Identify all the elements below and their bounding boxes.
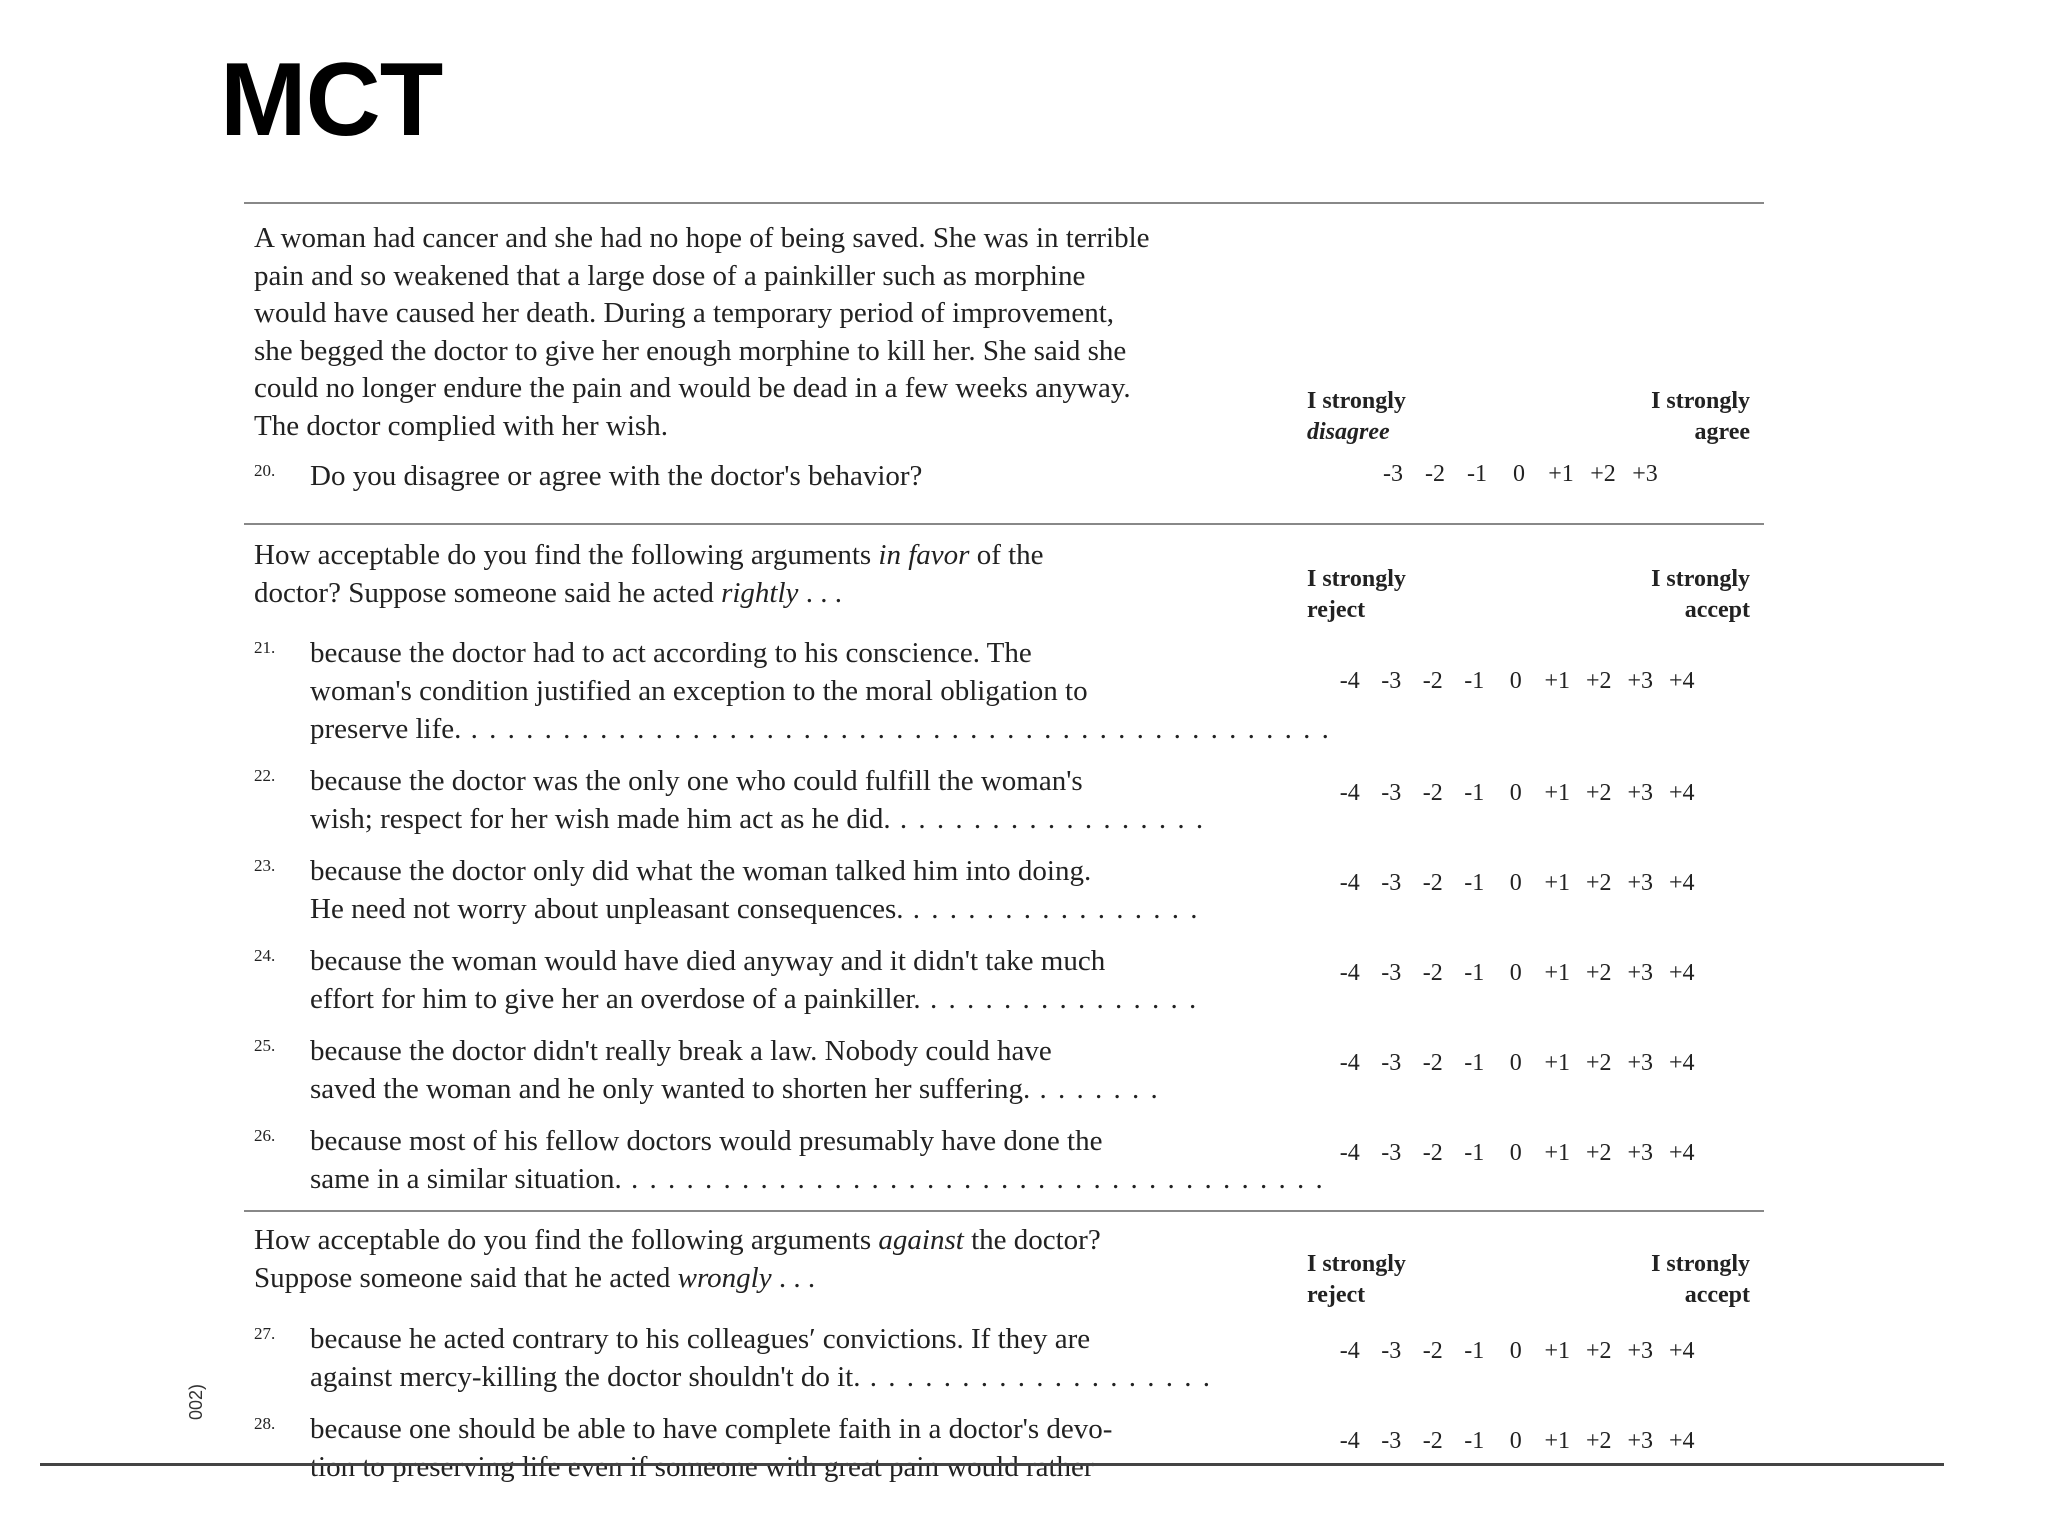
scale-option[interactable]: +2 bbox=[1585, 1428, 1612, 1454]
scenario-line: pain and so weakened that a large dose of a painkiller such as morphine bbox=[254, 259, 1086, 292]
scale-option[interactable]: +3 bbox=[1627, 1428, 1654, 1454]
argument-line: because most of his fellow doctors would presumably have done the bbox=[310, 1125, 1103, 1157]
argument-line: tion to preserving life even if someone with great pain would rather bbox=[310, 1451, 1094, 1483]
scale-option[interactable]: -1 bbox=[1464, 1140, 1485, 1166]
scale-option[interactable]: -3 bbox=[1381, 870, 1402, 896]
scale-option[interactable]: 0 bbox=[1509, 1050, 1522, 1076]
scale-option[interactable]: +1 bbox=[1544, 1140, 1571, 1166]
scale-option[interactable]: +2 bbox=[1585, 1140, 1612, 1166]
item-number: 24. bbox=[254, 946, 276, 965]
against-intro-line2: Suppose someone said that he acted wrongly . . . bbox=[254, 1261, 816, 1294]
scenario-line: would have caused her death. During a temporary period of improvement, bbox=[254, 297, 1115, 329]
favor-intro bbox=[254, 537, 1274, 612]
scale-option[interactable]: +1 bbox=[1544, 870, 1571, 896]
item-number: 26. bbox=[254, 1126, 276, 1145]
favor-intro-line1: How acceptable do you find the following arguments in favor of the bbox=[254, 539, 1044, 571]
scale-option[interactable]: +2 bbox=[1585, 780, 1612, 806]
argument-line: because one should be able to have complete faith in a doctor's devo- bbox=[310, 1413, 1113, 1445]
scale-option[interactable]: +4 bbox=[1668, 1140, 1695, 1166]
page-title: MCT bbox=[220, 42, 443, 158]
scale-option[interactable]: -1 bbox=[1464, 1050, 1485, 1076]
scale-option[interactable]: -2 bbox=[1425, 461, 1445, 487]
argument-line: because the doctor was the only one who could fulfill the woman's bbox=[310, 765, 1083, 797]
item-number: 28. bbox=[254, 1414, 276, 1433]
against-intro bbox=[254, 1222, 1274, 1297]
accept-scale[interactable] bbox=[1329, 870, 1703, 897]
scale-right-label: I strongly accept bbox=[1651, 1251, 1750, 1308]
scale-option[interactable]: -4 bbox=[1339, 1338, 1360, 1364]
scale-option[interactable]: +4 bbox=[1668, 960, 1695, 986]
scale-option[interactable]: -1 bbox=[1464, 780, 1485, 806]
item-number: 27. bbox=[254, 1324, 276, 1343]
scale-option[interactable]: -4 bbox=[1339, 1050, 1360, 1076]
questionnaire-sheet bbox=[244, 202, 1764, 1483]
scale-option[interactable]: +1 bbox=[1548, 461, 1574, 487]
scale-option[interactable]: +3 bbox=[1627, 780, 1654, 806]
leader-dots: . . . . . . . . . . . . . . . . . . . . . . . . . . . . . . . . . . . . . . bbox=[621, 1163, 1325, 1195]
argument-line: because the doctor had to act according to his conscience. The bbox=[310, 637, 1032, 669]
scale-option[interactable]: -2 bbox=[1422, 960, 1443, 986]
scale-option[interactable]: +3 bbox=[1627, 870, 1654, 896]
accept-scale[interactable] bbox=[1329, 1338, 1703, 1365]
scale-option[interactable]: -4 bbox=[1339, 960, 1360, 986]
scale-option[interactable]: -4 bbox=[1339, 1140, 1360, 1166]
scale-left-label: I strongly disagree bbox=[1307, 388, 1406, 445]
scale-option[interactable]: 0 bbox=[1513, 461, 1525, 487]
scale-option[interactable]: +1 bbox=[1544, 1338, 1571, 1364]
scale-option[interactable]: -2 bbox=[1422, 668, 1443, 694]
scale-right-label: I strongly accept bbox=[1651, 566, 1750, 623]
leader-dots: . . . . . . . . . . . . . . . . bbox=[903, 893, 1200, 925]
scale-option[interactable]: 0 bbox=[1509, 668, 1522, 694]
scale-option[interactable]: +2 bbox=[1585, 668, 1612, 694]
accept-scale[interactable] bbox=[1329, 668, 1703, 695]
leader-dots: . . . . . . . bbox=[1030, 1073, 1160, 1105]
favor-intro-line2: doctor? Suppose someone said he acted rightly . . . bbox=[254, 576, 842, 609]
accept-scale[interactable] bbox=[1329, 960, 1703, 987]
scale-option[interactable]: -1 bbox=[1464, 1428, 1485, 1454]
scale-option[interactable]: -2 bbox=[1422, 1050, 1443, 1076]
argument-line: woman's condition justified an exception to the moral obligation to bbox=[310, 675, 1088, 707]
argument-item bbox=[310, 1032, 1310, 1108]
accept-scale[interactable] bbox=[1329, 780, 1703, 807]
scale-option[interactable]: 0 bbox=[1509, 780, 1522, 806]
scenario-line: The doctor complied with her wish. bbox=[254, 409, 668, 442]
argument-line: wish; respect for her wish made him act as he did. . . . . . . . . . . . . . . . . . bbox=[310, 803, 1206, 835]
scale-option[interactable]: -1 bbox=[1464, 1338, 1485, 1364]
scenario-line: she begged the doctor to give her enough morphine to kill her. She said she bbox=[254, 334, 1127, 367]
scale-option[interactable]: 0 bbox=[1509, 1428, 1522, 1454]
scale-option[interactable]: +3 bbox=[1627, 1050, 1654, 1076]
scale-option[interactable]: -3 bbox=[1381, 1140, 1402, 1166]
scale-option[interactable]: -3 bbox=[1381, 960, 1402, 986]
divider bbox=[244, 523, 1764, 525]
scale-left-label: I strongly reject bbox=[1307, 1251, 1406, 1308]
scale-option[interactable]: -1 bbox=[1464, 960, 1485, 986]
scale-option[interactable]: +2 bbox=[1585, 1050, 1612, 1076]
scenario-text bbox=[254, 220, 1274, 445]
scale-option[interactable]: +3 bbox=[1632, 461, 1658, 487]
accept-scale[interactable] bbox=[1329, 1140, 1703, 1167]
scale-option[interactable]: -1 bbox=[1464, 870, 1485, 896]
scale-option[interactable]: +2 bbox=[1585, 870, 1612, 896]
argument-item bbox=[310, 1410, 1310, 1486]
scale-option[interactable]: -4 bbox=[1339, 870, 1360, 896]
argument-line: effort for him to give her an overdose of a painkiller. . . . . . . . . . . . . . . . bbox=[310, 983, 1199, 1015]
divider bbox=[244, 1210, 1764, 1212]
scale-option[interactable]: +4 bbox=[1668, 780, 1695, 806]
argument-line: saved the woman and he only wanted to shorten her suffering. . . . . . . . bbox=[310, 1073, 1160, 1105]
scale-right-label: I strongly agree bbox=[1651, 388, 1750, 445]
scenario-line: A woman had cancer and she had no hope of being saved. She was in terrible bbox=[254, 222, 1150, 254]
argument-line: He need not worry about unpleasant consequences. . . . . . . . . . . . . . . . . bbox=[310, 893, 1200, 925]
side-label: 002) bbox=[186, 1383, 206, 1420]
accept-scale[interactable] bbox=[1329, 1428, 1703, 1455]
argument-line: against mercy-killing the doctor shouldn't do it. . . . . . . . . . . . . . . . . . . . bbox=[310, 1361, 1212, 1393]
item-number: 20. bbox=[254, 461, 276, 480]
argument-line: same in a similar situation. . . . . . . . . . . . . . . . . . . . . . . . . . . . . . . . . . . . . . . bbox=[310, 1163, 1325, 1195]
scale-option[interactable]: +1 bbox=[1544, 1050, 1571, 1076]
leader-dots: . . . . . . . . . . . . . . . bbox=[920, 983, 1199, 1015]
scale-option[interactable]: -4 bbox=[1339, 668, 1360, 694]
scale-option[interactable]: -2 bbox=[1422, 780, 1443, 806]
argument-line: because the doctor didn't really break a law. Nobody could have bbox=[310, 1035, 1052, 1067]
argument-line: because he acted contrary to his colleagues′ convictions. If they are bbox=[310, 1323, 1091, 1355]
scale-option[interactable]: -3 bbox=[1381, 1338, 1402, 1364]
scale-option[interactable]: -3 bbox=[1381, 1050, 1402, 1076]
scale-option[interactable]: -1 bbox=[1464, 668, 1485, 694]
argument-item bbox=[310, 942, 1310, 1018]
scale-option[interactable]: +2 bbox=[1585, 1338, 1612, 1364]
scale-option[interactable]: -1 bbox=[1467, 461, 1487, 487]
scale-option[interactable]: -3 bbox=[1381, 780, 1402, 806]
scale-option[interactable]: +4 bbox=[1668, 870, 1695, 896]
scale-option[interactable]: +3 bbox=[1627, 1338, 1654, 1364]
argument-item bbox=[310, 852, 1310, 928]
scale-option[interactable]: +1 bbox=[1544, 960, 1571, 986]
item-number: 25. bbox=[254, 1036, 276, 1055]
argument-line: because the woman would have died anyway and it didn't take much bbox=[310, 945, 1106, 977]
item-number: 22. bbox=[254, 766, 276, 785]
scale-option[interactable]: +2 bbox=[1590, 461, 1616, 487]
argument-line: because the doctor only did what the woman talked him into doing. bbox=[310, 855, 1092, 887]
leader-dots: . . . . . . . . . . . . . . . . . . . . . . . . . . . . . . . . . . . . . . . . . . . . . . . bbox=[461, 713, 1331, 745]
divider-top bbox=[244, 202, 1764, 204]
argument-item bbox=[310, 634, 1331, 748]
scale-option[interactable]: +1 bbox=[1544, 668, 1571, 694]
scale-option[interactable]: -3 bbox=[1381, 668, 1402, 694]
scale-option[interactable]: -3 bbox=[1381, 1428, 1402, 1454]
scale-option[interactable]: +3 bbox=[1627, 1140, 1654, 1166]
bottom-divider bbox=[40, 1463, 1944, 1466]
scale-option[interactable]: +1 bbox=[1544, 1428, 1571, 1454]
scale-option[interactable]: -2 bbox=[1422, 870, 1443, 896]
scale-option[interactable]: 0 bbox=[1509, 870, 1522, 896]
argument-item bbox=[310, 1122, 1325, 1198]
item-number: 21. bbox=[254, 638, 276, 657]
accept-scale[interactable] bbox=[1329, 1050, 1703, 1077]
scale-option[interactable]: 0 bbox=[1509, 1140, 1522, 1166]
argument-item bbox=[310, 762, 1310, 838]
scale-option[interactable]: +3 bbox=[1627, 960, 1654, 986]
question-20: Do you disagree or agree with the doctor's behavior? bbox=[310, 460, 923, 492]
scale-option[interactable]: +1 bbox=[1544, 780, 1571, 806]
scale-option[interactable]: -4 bbox=[1339, 780, 1360, 806]
scale-option[interactable]: +4 bbox=[1668, 1338, 1695, 1364]
scale-option[interactable]: -2 bbox=[1422, 1428, 1443, 1454]
scale-option[interactable]: 0 bbox=[1509, 1338, 1522, 1364]
scale-option[interactable]: 0 bbox=[1509, 960, 1522, 986]
scenario-line: could no longer endure the pain and would be dead in a few weeks anyway. bbox=[254, 372, 1131, 404]
scale-option[interactable]: +2 bbox=[1585, 960, 1612, 986]
scale-option[interactable]: +3 bbox=[1627, 668, 1654, 694]
scale-option[interactable]: -3 bbox=[1383, 461, 1403, 487]
scale-left-label: I strongly reject bbox=[1307, 566, 1406, 623]
leader-dots: . . . . . . . . . . . . . . . . . bbox=[890, 803, 1206, 835]
item-number: 23. bbox=[254, 856, 276, 875]
scale-option[interactable]: -2 bbox=[1422, 1338, 1443, 1364]
scale-option[interactable]: +4 bbox=[1668, 668, 1695, 694]
argument-item bbox=[310, 1320, 1310, 1396]
scale-option[interactable]: -4 bbox=[1339, 1428, 1360, 1454]
scale-option[interactable]: +4 bbox=[1668, 1050, 1695, 1076]
scale-option[interactable]: +4 bbox=[1668, 1428, 1695, 1454]
argument-line: preserve life. . . . . . . . . . . . . . . . . . . . . . . . . . . . . . . . . . . . . . . . . . . . . . . . bbox=[310, 713, 1331, 745]
leader-dots: . . . . . . . . . . . . . . . . . . . bbox=[860, 1361, 1212, 1393]
agree-scale[interactable] bbox=[1372, 461, 1666, 488]
against-intro-line1: How acceptable do you find the following arguments against the doctor? bbox=[254, 1224, 1101, 1256]
scale-option[interactable]: -2 bbox=[1422, 1140, 1443, 1166]
